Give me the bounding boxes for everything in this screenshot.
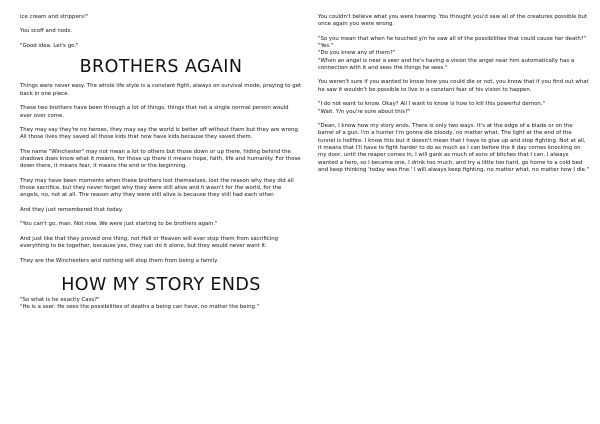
dialog-line: "Do you know any of them?" <box>318 50 396 57</box>
paragraph: They are the Winchesters and nothing will stop them from being a family. <box>20 257 219 264</box>
dialog-line: "Wait. Y/n you're sure about this?" <box>318 108 411 115</box>
intro-line: You scoff and nods. <box>20 28 73 35</box>
paragraph: The name "Winchester" may not mean a lot to others but those down or up there, hiding behind the shadows does know what it means, for those up there it means hope, faith, life and humanity. For those down there, it means fear, it means the end or the beginning. <box>20 148 301 170</box>
paragraph: And just like that they proved one thing, not Hell or Heaven will ever stop them from sacrificing everything to be together, because yes, they can do it alone, but they would never want it. <box>20 235 279 250</box>
intro-line: ice cream and strippers!" <box>20 14 89 20</box>
chapter-heading-how-my-story-ends: HOW MY STORY ENDS <box>61 275 261 295</box>
paragraph: These two brothers have been through a lot of things, things that not a single normal person would ever over come. <box>20 105 289 119</box>
dialog-line: "So what is he exactly Cass?" <box>20 297 100 303</box>
dialog-line: "I do not want to know. Okay? All I want to know is how to kill this powerful demon." <box>318 101 546 108</box>
paragraph: "You can't go, man. Not now. We were just starting to be brothers again." <box>20 221 218 228</box>
left-column <box>20 14 302 312</box>
chapter-heading-brothers-again: BROTHERS AGAIN <box>79 57 243 78</box>
paragraph: Things were never easy. The whole life style is a constant fight, always on survival mode, praying to get back in one piece. <box>20 83 302 97</box>
dialog-line: "He is a seer. He sees the possibilities of deaths a being can have, no matter the being." <box>20 304 260 311</box>
paragraph: They may have been moments when these brothers lost themselves, lost the reason why they did all those sacrifice, but they never forget why they were still alive and it wasn't for the world, for the angels, no, not at all. The reason why they were still alive is because they still had each other. <box>20 177 294 199</box>
dialog-line: "When an angel is near a seer and he's having a vision the angel near him automatically has a connection with it and sees the things he sees." <box>318 57 575 71</box>
paragraph: You weren't sure if you wanted to know how you could die or not, you know that if you find out what he saw it wouldn't be possible to live in a constant fear of his vision to happen. <box>318 79 589 93</box>
paragraph: "Dean, I know how my story ends. There is only two ways. It's at the edge of a blade or on the barrel of a gun. I'm a hunter I'm gonna die bloody, no matter what. The light at the end of the tunnel is hellfire. I know this but it doesn't mean that I have to give up and stop fighting. Not at all, it means that I'll have to fight harder to do as much as I can before the it day comes knocking on my door, until the reaper comes in, I will gank as much of sons of bitches that I can. I always wanted a hero, so I became one. I drink too much, and try a little too hard, go home to a cold bed and keep thinking 'today was fine.' I will always keep fighting, no matter what, no matter how I die." <box>318 123 590 173</box>
right-column <box>318 14 590 181</box>
intro-line: "Good idea. Let's go." <box>20 42 79 49</box>
paragraph: They may say they're no heroes, they may say the world is better off without them but they are wrong. All those lives they saved all those kids that now have kids because they saved them. <box>20 127 300 141</box>
dialog-line: "Yes." <box>318 43 334 50</box>
paragraph: You couldn't believe what you were hearing. You thought you'd saw all of the creatures possible but once again you were wrong. <box>318 14 588 28</box>
paragraph: And they just remembered that today. <box>20 206 123 213</box>
dialog-line: "So you mean that when he touched y/n he saw all of the possibilities that could cause her death?" <box>318 35 587 42</box>
